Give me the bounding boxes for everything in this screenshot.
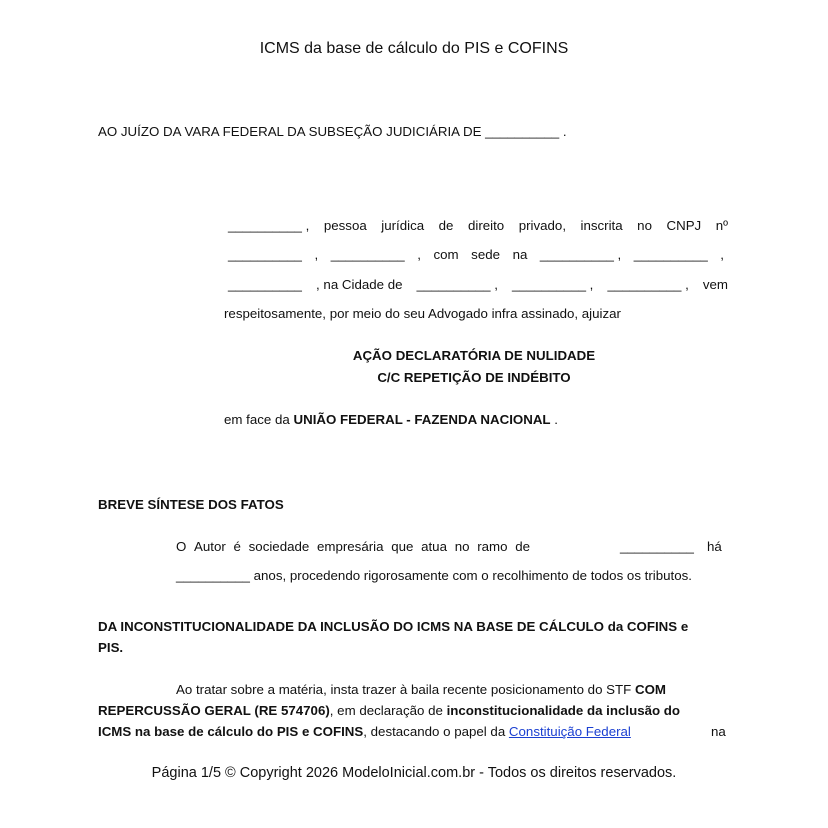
defendant-prefix: em face da — [224, 412, 294, 427]
word: , na Cidade de — [316, 277, 403, 292]
bold-segment: REPERCUSSÃO GERAL (RE 574706) — [98, 703, 330, 718]
blank-field: __________ — [228, 277, 302, 292]
word: direito — [467, 218, 505, 233]
party-line-4: respeitosamente, por meio do seu Advogado infra assinado, ajuizar — [224, 306, 621, 321]
page-footer: Página 1/5 © Copyright 2026 ModeloInicial.com.br - Todos os direitos reservados. — [151, 765, 677, 781]
blank-field: __________ — [633, 247, 708, 262]
text-segment: Ao tratar sobre a matéria, insta trazer à baila recente posicionamento do STF — [176, 682, 635, 697]
word: nº — [715, 218, 728, 233]
blank-cnpj: __________ — [228, 247, 302, 262]
court-address-line: AO JUÍZO DA VARA FEDERAL DA SUBSEÇÃO JUDICIÁRIA DE __________ . — [98, 124, 567, 139]
word: ramo — [477, 539, 508, 554]
word: com — [433, 247, 459, 262]
defendant-name: UNIÃO FEDERAL - FAZENDA NACIONAL — [293, 412, 551, 427]
word: que — [391, 539, 414, 554]
party-line-2 — [228, 247, 724, 262]
word: , — [720, 247, 724, 262]
blank-field: __________ — [330, 247, 405, 262]
word: O — [176, 539, 187, 554]
text-segment: , destacando o papel da — [363, 724, 509, 739]
defendant-line — [224, 412, 558, 427]
blank-business-field: __________ — [620, 539, 694, 554]
word: é — [233, 539, 241, 554]
word: de — [438, 218, 454, 233]
action-title-line-2: C/C REPETIÇÃO DE INDÉBITO — [377, 370, 571, 385]
word: empresária — [316, 539, 384, 554]
word: Autor — [194, 539, 226, 554]
unconst-paragraph-line-2 — [98, 703, 680, 718]
word: , — [417, 247, 421, 262]
unconst-paragraph-line-1 — [176, 682, 666, 697]
word: sociedade — [248, 539, 310, 554]
defendant-suffix: . — [550, 412, 558, 427]
word: de — [515, 539, 530, 554]
word: na — [512, 247, 528, 262]
word: no — [454, 539, 470, 554]
word: privado, — [518, 218, 567, 233]
word: , — [314, 247, 319, 262]
constitution-link[interactable]: Constituição Federal — [508, 724, 631, 739]
word: atua — [421, 539, 447, 554]
word: inscrita — [580, 218, 623, 233]
word: vem — [702, 277, 728, 292]
facts-line-1-end: há — [707, 539, 722, 554]
facts-line-1-words — [176, 539, 530, 554]
unconst-paragraph-line-3 — [98, 724, 631, 739]
blank-city: __________ , — [416, 277, 498, 292]
document-header-title: ICMS da base de cálculo do PIS e COFINS — [259, 40, 569, 57]
blank-company-name: __________ , — [228, 218, 310, 233]
word: CNPJ — [666, 218, 702, 233]
text-segment: , em declaração de — [329, 703, 447, 718]
party-line-1 — [228, 218, 728, 233]
blank-field: __________ , — [607, 277, 689, 292]
unconst-heading-line-1: DA INCONSTITUCIONALIDADE DA INCLUSÃO DO ICMS NA BASE DE CÁLCULO da COFINS e — [98, 619, 689, 634]
word: jurídica — [381, 218, 425, 233]
bold-segment: COM — [634, 682, 667, 697]
word: sede — [471, 247, 501, 262]
blank-address: __________ , — [539, 247, 622, 262]
unconst-paragraph-line-3-end: na — [711, 724, 726, 739]
facts-line-2: __________ anos, procedendo rigorosamente com o recolhimento de todos os tributos. — [176, 568, 692, 583]
bold-segment: inconstitucionalidade da inclusão do — [446, 703, 681, 718]
bold-segment: ICMS na base de cálculo do PIS e COFINS — [98, 724, 364, 739]
word: pessoa — [323, 218, 367, 233]
blank-field: __________ , — [512, 277, 594, 292]
unconst-heading-line-2: PIS. — [98, 640, 124, 655]
facts-heading: BREVE SÍNTESE DOS FATOS — [98, 497, 284, 512]
party-line-3 — [228, 277, 728, 292]
action-title-line-1: AÇÃO DECLARATÓRIA DE NULIDADE — [352, 348, 596, 363]
word: no — [637, 218, 652, 233]
